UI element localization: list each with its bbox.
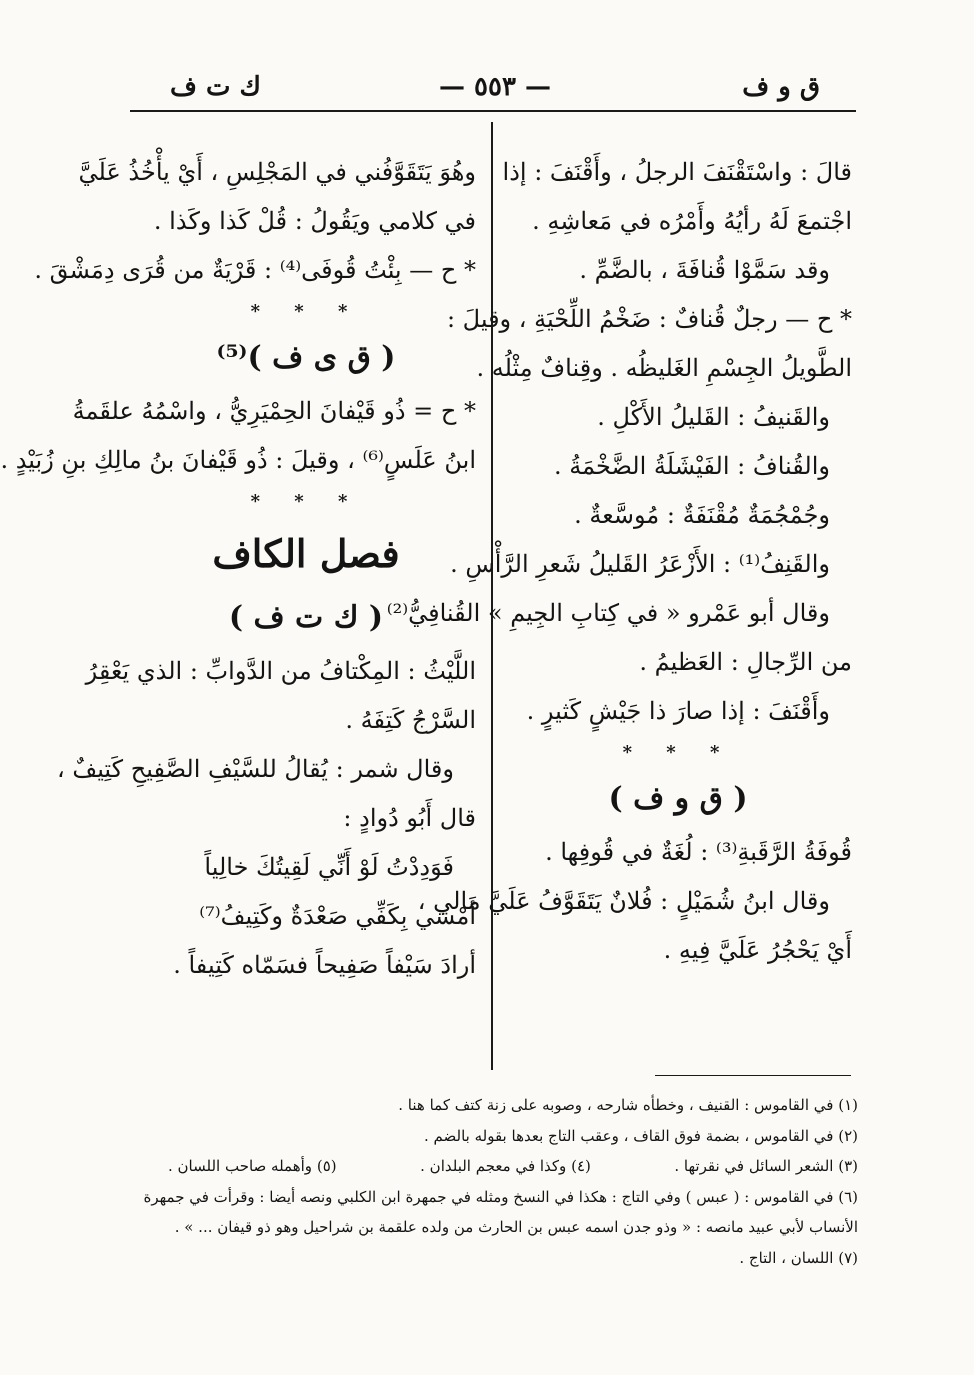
text-line: الطَّويلُ الجِسْمِ الغَليظُه . وقِنافٌ مِثْلُه . [476,354,852,382]
text-line: ابنُ عَلَسٍ⁽⁶⁾ ، وقيلَ : ذُو قَيْفانَ بنُ مالِكِ بنِ زُبَيْدٍ . [0,446,476,474]
root-heading-qyf: ( ق ى ف )⁽⁵⁾ [216,340,396,375]
text-line: السَّرْجُ كَتِفَهُ . [345,706,476,734]
text-line: اللَّيْثُ : المِكْتافُ من الدَّوابِّ : الذي يَعْقِرُ [85,657,476,685]
section-separator: * * * [250,301,362,322]
text-line: والقَنيفُ : القَليلُ الأَكْلِ . [597,403,830,431]
text-line: والقُنافُ : الفَيْشَلَةُ الضَّخْمَةُ . [554,452,830,480]
left-column [0,148,476,990]
footnotes [143,1090,858,1273]
text-line: وقال أبو عَمْرو « في كِتابِ الجِيمِ » القُنافِيُّ⁽²⁾ [386,599,830,627]
text-line: * ح — بِئْتُ قُوفَى⁽⁴⁾ : قَرْيَةٌ من قُرَى دِمَشْقَ . [34,256,476,284]
verse-line: أَمْشي بِكَفِّي صَعْدَةٌ وكَتِيفُ⁽⁷⁾ [199,902,476,930]
header-rule [130,110,856,112]
page-header [130,72,860,108]
text-line: * ح = ذُو قَيْفانَ الحِمْيَرِيُّ ، واسْمُهُ علقَمةُ [72,397,476,425]
section-separator: * * * [622,742,734,763]
section-separator: * * * [250,491,362,512]
footnote: (٢) في القاموس ، بضمة فوق القاف ، وعقب التاج بعدها بقوله بالضم . [424,1126,858,1145]
text-line: وجُمْجُمَةٌ مُقْنَفَةٌ : مُوسَّعةٌ . [574,501,830,529]
text-line: وقال ابنُ شُمَيْلٍ : فُلانٌ يَتَقَوَّفُ عَلَيَّ مالي ، [417,887,830,915]
chapter-heading-kaf: فصل الكاف [212,531,400,576]
footnote-row [168,1151,858,1182]
text-line: وأَقْنَفَ : إذا صارَ ذا جَيْشٍ كَثيرٍ . [526,697,830,725]
text-line: اجْتمعَ لَهُ رأيُهُ وأَمْرُه في مَعاشِهِ . [532,207,852,235]
text-line: وهُوَ يَتَقَوَّفُني في المَجْلِسِ ، أَيْ يأْخُذُ عَلَيَّ [78,158,476,186]
footnote: (٧) اللسان ، التاج . [739,1248,858,1267]
footnote: (١) في القاموس : القنيف ، وخطأه شارحه ، وصوبه على زنة كتف كما هنا . [398,1096,858,1114]
root-heading-qwf: ( ق و ف ) [608,781,748,816]
text-line: قُوفَةُ الرَّقَبةِ⁽³⁾ : لُغَةٌ في قُوفِها . [545,838,852,866]
verse-line: فَوَدِدْتُ لَوْ أَنِّي لَقِيتُكَ خالِياً [204,853,454,881]
text-line: قالَ : واسْتَقْنَفَ الرجلُ ، وأَقْنَفَ : إذا [502,158,852,186]
footnote: (٦) في القاموس : ( عبس ) وفي التاج : هكذا في النسخ ومثله في جمهرة ابن الكلبي ونصه أيضا : وقرأت في جمهرة [143,1187,858,1206]
footnote: الأنساب لأبي عبيد مانصه : « وذو جدن اسمه عبس بن الحارث من ولده علقمة بن شراحيل وهو ذو قيفان ... » . [174,1218,858,1236]
footnote-rule [655,1075,851,1076]
text-line: * ح — رجلٌ قُنافٌ : ضَخْمُ اللِّحْيَةِ ، وقيلَ : [446,305,852,333]
footnote: (٣) الشعر السائل في نقرتها . [674,1157,858,1175]
root-heading-ktf: ( ك ت ف ) [228,600,384,635]
text-line: أَيْ يَحْجُرُ عَلَيَّ فِيهِ . [663,936,852,964]
page-number: — ٥٥٣ — [438,72,552,102]
footnote: (٤) وكذا في معجم البلدان . [420,1157,591,1175]
header-root-current: ق و ف [742,72,820,102]
footnote: (٥) وأهمله صاحب اللسان . [168,1157,337,1175]
header-root-next: ك ت ف [170,72,261,102]
text-line: وقال شمر : يُقالُ للسَّيْفِ الصَّفِيحِ كَتِيفٌ ، [56,755,454,783]
text-line: والقَنِفُ⁽¹⁾ : الأَزْعَرُ القَليلُ شَعرِ الرَّأْسِ . [450,550,830,578]
text-line: وقد سَمَّوْا قُنافَةَ ، بالضَّمِّ . [579,256,830,284]
text-line: من الرِّجالِ : العَظيمُ . [639,648,852,676]
text-line: أرادَ سَيْفاً صَفِيحاً فسَمّاه كَتِيفاً . [173,951,476,979]
text-line: في كلامي ويَقُولُ : قُلْ كَذا وكَذا . [153,207,476,235]
text-line: قال أَبُو دُوادٍ : [343,804,476,832]
